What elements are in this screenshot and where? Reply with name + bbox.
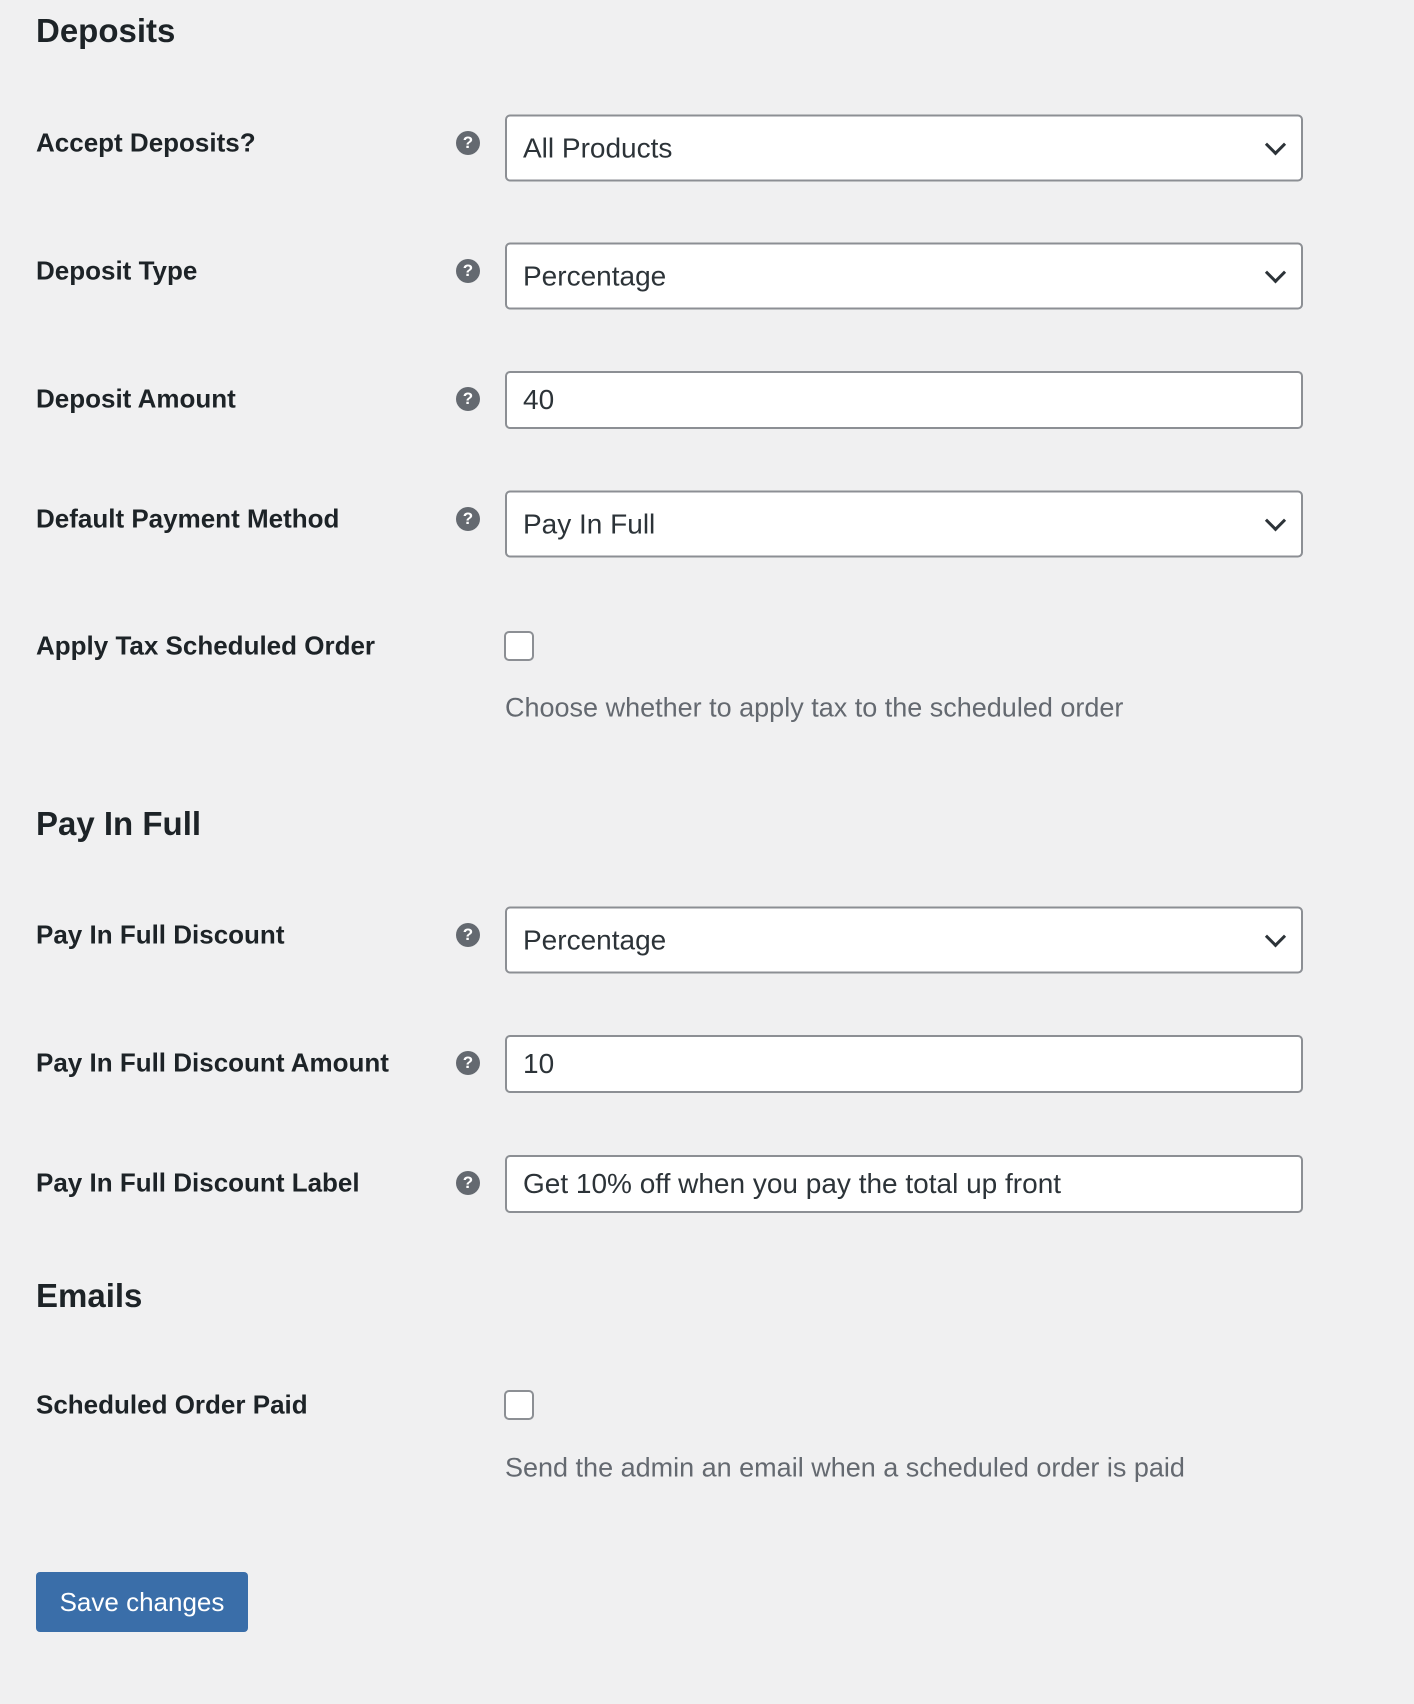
- section-title-emails: Emails: [36, 1277, 143, 1314]
- pay-in-full-discount-label: Pay In Full Discount: [36, 919, 285, 950]
- pay-in-full-discount-label-label: Pay In Full Discount Label: [36, 1167, 360, 1198]
- apply-tax-label: Apply Tax Scheduled Order: [36, 630, 376, 661]
- help-icon[interactable]: ?: [456, 387, 480, 411]
- pay-in-full-discount-amount-label: Pay In Full Discount Amount: [36, 1047, 389, 1078]
- help-icon[interactable]: ?: [456, 1051, 480, 1075]
- apply-tax-description: Choose whether to apply tax to the scheduled order: [505, 692, 1124, 723]
- pay-in-full-discount-amount-input[interactable]: [505, 1035, 1303, 1093]
- default-payment-method-select[interactable]: [505, 491, 1303, 558]
- help-icon[interactable]: ?: [456, 923, 480, 947]
- chevron-down-icon: [1265, 134, 1286, 155]
- default-payment-method-label: Default Payment Method: [36, 503, 340, 534]
- help-icon[interactable]: ?: [456, 259, 480, 283]
- deposit-type-select[interactable]: [505, 243, 1303, 310]
- scheduled-order-paid-checkbox[interactable]: [504, 1390, 534, 1420]
- deposit-amount-label: Deposit Amount: [36, 383, 236, 414]
- pay-in-full-discount-select[interactable]: [505, 907, 1303, 974]
- deposit-amount-value: 40: [523, 384, 555, 415]
- pay-in-full-discount-label-input[interactable]: [505, 1155, 1303, 1213]
- accept-deposits-value: All Products: [523, 132, 673, 163]
- chevron-down-icon: [1265, 262, 1286, 283]
- scheduled-order-paid-description: Send the admin an email when a scheduled order is paid: [505, 1452, 1185, 1483]
- accept-deposits-select[interactable]: [505, 115, 1303, 182]
- chevron-down-icon: [1265, 926, 1286, 947]
- default-payment-method-value: Pay In Full: [523, 508, 656, 539]
- deposit-type-value: Percentage: [523, 260, 667, 291]
- section-title-pay-in-full: Pay In Full: [36, 805, 202, 842]
- accept-deposits-label: Accept Deposits?: [36, 127, 256, 158]
- section-title-deposits: Deposits: [36, 12, 176, 49]
- help-icon[interactable]: ?: [456, 1171, 480, 1195]
- pay-in-full-discount-label-value: Get 10% off when you pay the total up front: [523, 1168, 1062, 1199]
- pay-in-full-discount-amount-value: 10: [523, 1048, 555, 1079]
- pay-in-full-discount-value: Percentage: [523, 924, 667, 955]
- deposit-amount-input[interactable]: [505, 371, 1303, 429]
- help-icon[interactable]: ?: [456, 507, 480, 531]
- help-icon[interactable]: ?: [456, 131, 480, 155]
- apply-tax-checkbox[interactable]: [504, 631, 534, 661]
- save-changes-button[interactable]: Save changes: [36, 1572, 248, 1632]
- deposit-type-label: Deposit Type: [36, 255, 198, 286]
- scheduled-order-paid-label: Scheduled Order Paid: [36, 1389, 308, 1420]
- chevron-down-icon: [1265, 510, 1286, 531]
